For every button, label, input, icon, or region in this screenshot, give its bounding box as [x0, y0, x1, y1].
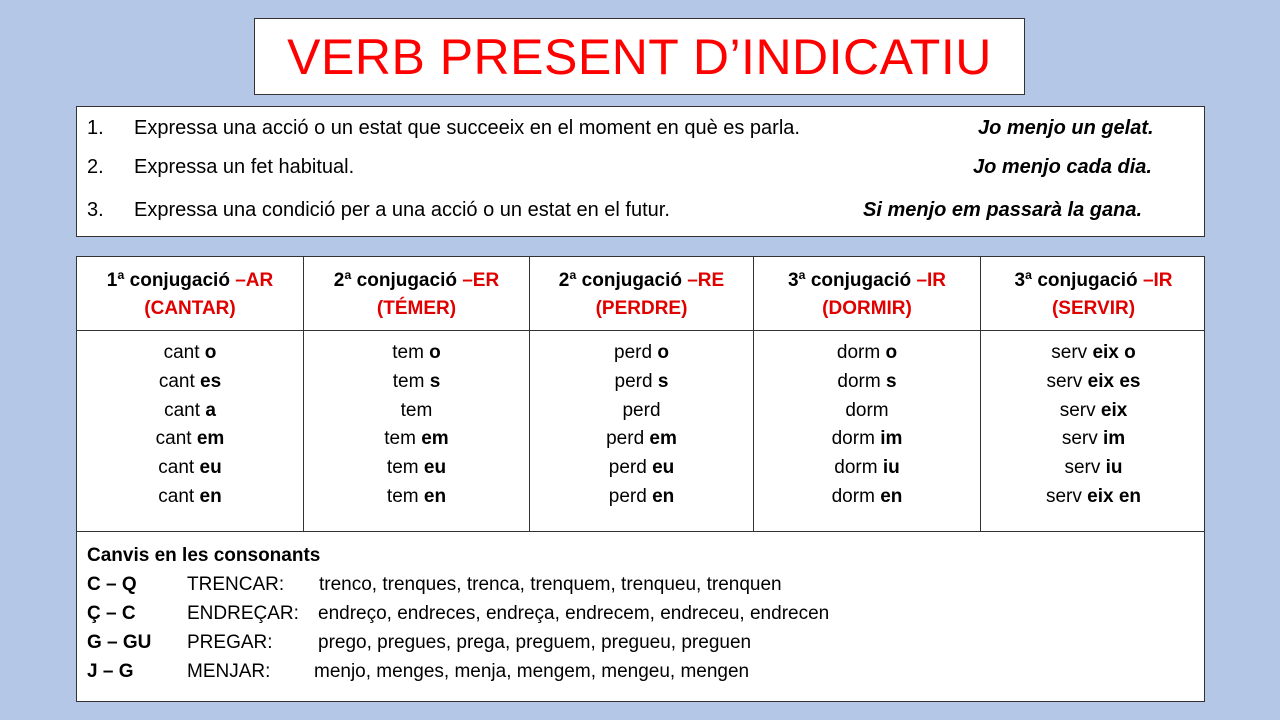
verb-ending: em: [421, 428, 449, 450]
use-row: [77, 153, 1204, 181]
conjugation-label: 3ª conjugació: [1014, 270, 1143, 291]
verb-form: [981, 397, 1206, 426]
conjugation-label: 1ª conjugació: [106, 270, 236, 291]
column-header-ir-dormir: [754, 267, 980, 323]
use-row: [77, 114, 1204, 142]
verb-ending: em: [649, 428, 677, 450]
verb-ending: en: [880, 485, 903, 507]
consonant-pair: G – GU: [87, 632, 152, 653]
verb-form: [530, 368, 753, 397]
verb-stem: cant: [158, 485, 200, 507]
forms-column: [754, 339, 980, 512]
verb-form: [77, 454, 303, 483]
verb-stem: dorm: [834, 457, 883, 479]
verb-ending: em: [196, 428, 225, 450]
verb-form: [754, 397, 980, 426]
verb-stem: perd: [614, 342, 658, 363]
forms-column: [304, 339, 529, 512]
verb-form: [981, 454, 1206, 483]
verb-form: [77, 339, 303, 368]
verb-ending: s: [657, 370, 669, 392]
change-row: [87, 657, 1204, 686]
model-verb: (SERVIR): [1051, 298, 1136, 319]
page-title: VERB PRESENT D’INDICATIU: [287, 28, 992, 85]
conjugation-label: 3ª conjugació: [787, 270, 917, 291]
conjugation-ending: –IR: [916, 270, 947, 291]
verb-stem: tem: [400, 399, 433, 421]
consonant-pair: J – G: [87, 661, 134, 682]
verb-ending: en: [652, 485, 675, 507]
verb-ending: eix en: [1087, 485, 1142, 507]
change-forms: trenco, trenques, trenca, trenquem, trenqueu, trenquen: [319, 574, 782, 595]
verb-stem: serv: [1046, 370, 1088, 392]
conjugation-ending: –ER: [462, 270, 500, 291]
verb-stem: dorm: [845, 399, 889, 421]
change-row: [87, 628, 1204, 657]
verb-form: [77, 368, 303, 397]
verb-stem: cant: [158, 370, 201, 392]
verb-ending: o: [429, 342, 441, 363]
verb-form: [304, 339, 529, 368]
change-verb: MENJAR:: [187, 661, 271, 682]
verb-ending: iu: [882, 457, 900, 479]
consonant-pair: Ç – C: [87, 603, 136, 624]
uses-box: [76, 106, 1205, 237]
conjugation-ending: –AR: [235, 270, 274, 291]
verb-stem: tem: [384, 428, 422, 450]
verb-ending: iu: [1105, 457, 1123, 479]
verb-ending: eu: [423, 457, 447, 479]
consonant-pair: C – Q: [87, 574, 137, 595]
verb-stem: perd: [614, 370, 658, 392]
header-divider: [77, 330, 1204, 331]
verb-stem: dorm: [836, 342, 886, 363]
column-header-ar: [77, 267, 303, 323]
verb-ending: s: [429, 370, 441, 392]
verb-stem: perd: [622, 399, 661, 421]
verb-ending: es: [200, 370, 222, 392]
change-row: [87, 570, 1204, 599]
verb-form: [77, 483, 303, 512]
verb-stem: dorm: [837, 370, 886, 392]
conjugation-table: [76, 256, 1205, 702]
verb-form: [981, 368, 1206, 397]
verb-ending: s: [886, 370, 897, 392]
verb-form: [304, 483, 529, 512]
model-verb: (PERDRE): [595, 298, 688, 319]
verb-form: [77, 425, 303, 454]
verb-form: [530, 425, 753, 454]
column-header-re: [530, 267, 753, 323]
verb-stem: perd: [608, 485, 653, 507]
verb-stem: perd: [608, 457, 653, 479]
verb-stem: tem: [386, 485, 424, 507]
verb-form: [981, 339, 1206, 368]
use-example: Jo menjo un gelat.: [978, 117, 1154, 139]
change-row: [87, 599, 1204, 628]
verb-form: [754, 454, 980, 483]
verb-ending: eix: [1100, 399, 1128, 421]
model-verb: (DORMIR): [822, 298, 912, 319]
use-text: Expressa una acció o un estat que succeeix en el moment en què es parla.: [134, 117, 800, 139]
verb-stem: dorm: [831, 485, 881, 507]
verb-stem: cant: [155, 428, 197, 450]
verb-form: [304, 397, 529, 426]
forms-column: [530, 339, 753, 512]
forms-column: [77, 339, 303, 512]
verb-form: [754, 368, 980, 397]
verb-ending: eix es: [1087, 370, 1141, 392]
verb-ending: eu: [199, 457, 222, 479]
conjugation-label: 2ª conjugació: [333, 270, 463, 291]
verb-stem: serv: [1045, 485, 1088, 507]
verb-ending: im: [1103, 428, 1126, 450]
verb-stem: tem: [392, 342, 430, 363]
verb-ending: o: [657, 342, 669, 363]
change-forms: endreço, endreces, endreça, endrecem, endreceu, endrecen: [318, 603, 830, 624]
verb-stem: serv: [1064, 457, 1106, 479]
change-verb: PREGAR:: [187, 632, 273, 653]
verb-stem: cant: [164, 399, 206, 421]
verb-stem: perd: [606, 428, 650, 450]
column-header-ir-servir: [981, 267, 1206, 323]
use-text: Expressa un fet habitual.: [134, 156, 355, 178]
verb-form: [754, 425, 980, 454]
change-verb: ENDREÇAR:: [187, 603, 299, 624]
change-forms: menjo, menges, menja, mengem, mengeu, mengen: [314, 661, 750, 682]
verb-ending: o: [204, 342, 217, 363]
verb-stem: cant: [158, 457, 200, 479]
verb-ending: eu: [652, 457, 675, 479]
use-row: [77, 196, 1204, 224]
verb-ending: eix o: [1092, 342, 1136, 363]
verb-form: [530, 483, 753, 512]
use-example: Jo menjo cada dia.: [973, 156, 1152, 178]
verb-form: [304, 425, 529, 454]
title-box: [254, 18, 1025, 95]
verb-form: [304, 454, 529, 483]
verb-stem: serv: [1059, 399, 1101, 421]
verb-stem: dorm: [831, 428, 881, 450]
conjugation-ending: –IR: [1142, 270, 1173, 291]
use-example: Si menjo em passarà la gana.: [863, 199, 1143, 221]
model-verb: (TÉMER): [376, 298, 457, 319]
verb-stem: tem: [392, 370, 430, 392]
forms-column: [981, 339, 1206, 512]
change-verb: TRENCAR:: [187, 574, 285, 595]
consonant-changes: [87, 541, 1204, 686]
verb-ending: im: [880, 428, 903, 450]
use-number: 3.: [87, 199, 104, 221]
conjugation-ending: –RE: [687, 270, 725, 291]
use-number: 1.: [87, 117, 104, 139]
column-header-er: [304, 267, 529, 323]
use-text: Expressa una condició per a una acció o un estat en el futur.: [134, 199, 670, 221]
verb-stem: serv: [1051, 342, 1093, 363]
verb-stem: tem: [386, 457, 424, 479]
verb-ending: o: [885, 342, 898, 363]
verb-form: [304, 368, 529, 397]
verb-form: [530, 454, 753, 483]
verb-form: [77, 397, 303, 426]
model-verb: (CANTAR): [144, 298, 236, 319]
conjugation-label: 2ª conjugació: [558, 270, 688, 291]
verb-ending: a: [205, 399, 216, 421]
verb-form: [981, 483, 1206, 512]
section-divider: [77, 531, 1204, 532]
change-forms: prego, pregues, prega, preguem, pregueu, preguen: [318, 632, 752, 653]
verb-form: [530, 397, 753, 426]
verb-ending: en: [423, 485, 447, 507]
verb-form: [530, 339, 753, 368]
changes-title: Canvis en les consonants: [87, 545, 321, 566]
verb-stem: cant: [163, 342, 205, 363]
use-number: 2.: [87, 156, 104, 178]
verb-stem: serv: [1061, 428, 1103, 450]
verb-form: [981, 425, 1206, 454]
verb-ending: en: [199, 485, 222, 507]
verb-form: [754, 339, 980, 368]
verb-form: [754, 483, 980, 512]
